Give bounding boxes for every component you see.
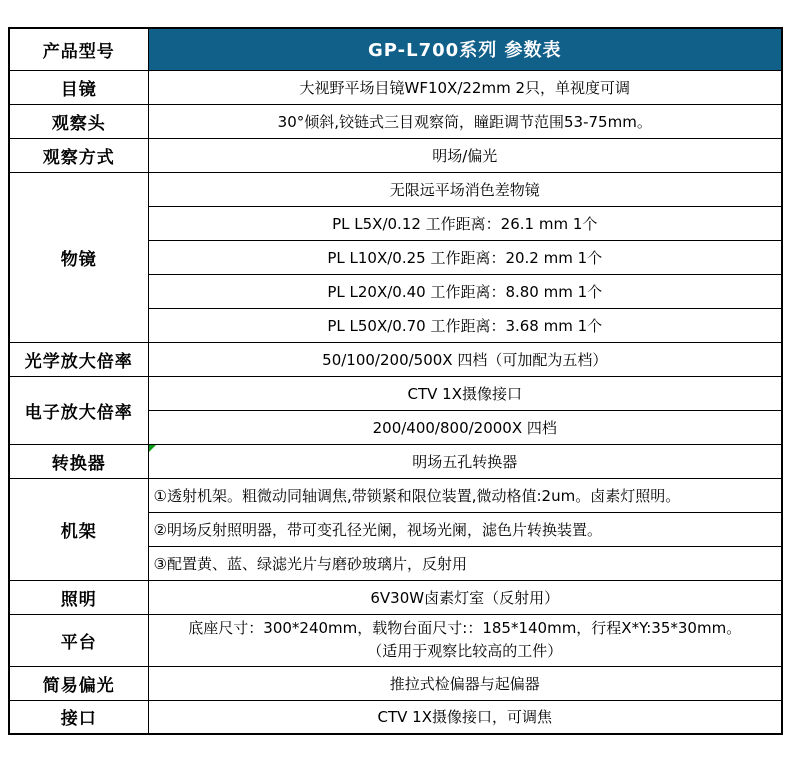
stage-dimensions-line1: 底座尺寸：300*240mm，载物台面尺寸:：185*140mm，行程X*Y:35*30mm。 [188,618,742,637]
row-label-port: 接口 [9,700,148,734]
spec-value-objective-10x: PL L10X/0.25 工作距离：20.2 mm 1个 [148,240,782,274]
stage-dimensions-line2: （适用于观察比较高的工件） [367,642,563,660]
row-label-head: 观察头 [9,104,148,138]
product-model-label: 产品型号 [9,28,148,70]
spec-value-objective-type: 无限远平场消色差物镜 [148,172,782,206]
spec-value-frame-3: ③配置黄、蓝、绿滤光片与磨砂玻璃片，反射用 [148,546,782,580]
table-row [9,28,782,70]
spec-value-objective-50x: PL L50X/0.70 工作距离：3.68 mm 1个 [148,308,782,342]
row-label-polarizer: 简易偏光 [9,666,148,700]
spec-value-illumination: 6V30W卤素灯室（反射用） [148,580,782,614]
spec-value-nosepiece [148,444,782,478]
row-label-optical-mag: 光学放大倍率 [9,342,148,376]
table-row [9,700,782,734]
row-label-frame: 机架 [9,478,148,580]
row-label-electronic-mag: 电子放大倍率 [9,376,148,444]
spec-value-nosepiece-text: 明场五孔转换器 [412,452,518,471]
table-title: GP-L700系列 参数表 [148,28,782,70]
row-label-nosepiece: 转换器 [9,444,148,478]
row-label-objective: 物镜 [9,172,148,342]
spec-value-objective-20x: PL L20X/0.40 工作距离：8.80 mm 1个 [148,274,782,308]
spec-value-polarizer: 推拉式检偏器与起偏器 [148,666,782,700]
table-row [9,376,782,410]
spec-value-stage [148,614,782,666]
spec-value-electronic-mag-port: CTV 1X摄像接口 [148,376,782,410]
spec-value-frame-2: ②明场反射照明器，带可变孔径光阑，视场光阑，滤色片转换装置。 [148,512,782,546]
table-row [9,172,782,206]
spec-value-head: 30°倾斜,铰链式三目观察筒，瞳距调节范围53-75mm。 [148,104,782,138]
row-label-stage: 平台 [9,614,148,666]
table-row [9,444,782,478]
spec-value-electronic-mag-steps: 200/400/800/2000X 四档 [148,410,782,444]
spec-value-port: CTV 1X摄像接口，可调焦 [148,700,782,734]
table-row [9,70,782,104]
spec-value-obs-mode: 明场/偏光 [148,138,782,172]
table-row [9,580,782,614]
spec-table [8,27,783,735]
table-row [9,104,782,138]
row-label-obs-mode: 观察方式 [9,138,148,172]
table-row [9,138,782,172]
table-row [9,478,782,512]
row-label-eyepiece: 目镜 [9,70,148,104]
cell-corner-marker [149,445,156,452]
spec-value-objective-5x: PL L5X/0.12 工作距离：26.1 mm 1个 [148,206,782,240]
spec-value-optical-mag: 50/100/200/500X 四档（可加配为五档） [148,342,782,376]
stage-dimensions [153,617,778,664]
spec-value-eyepiece: 大视野平场目镜WF10X/22mm 2只，单视度可调 [148,70,782,104]
spec-value-frame-1: ①透射机架。粗微动同轴调焦,带锁紧和限位装置,微动格值:2um。卤素灯照明。 [148,478,782,512]
row-label-illumination: 照明 [9,580,148,614]
table-row [9,342,782,376]
table-row [9,614,782,666]
table-row [9,666,782,700]
